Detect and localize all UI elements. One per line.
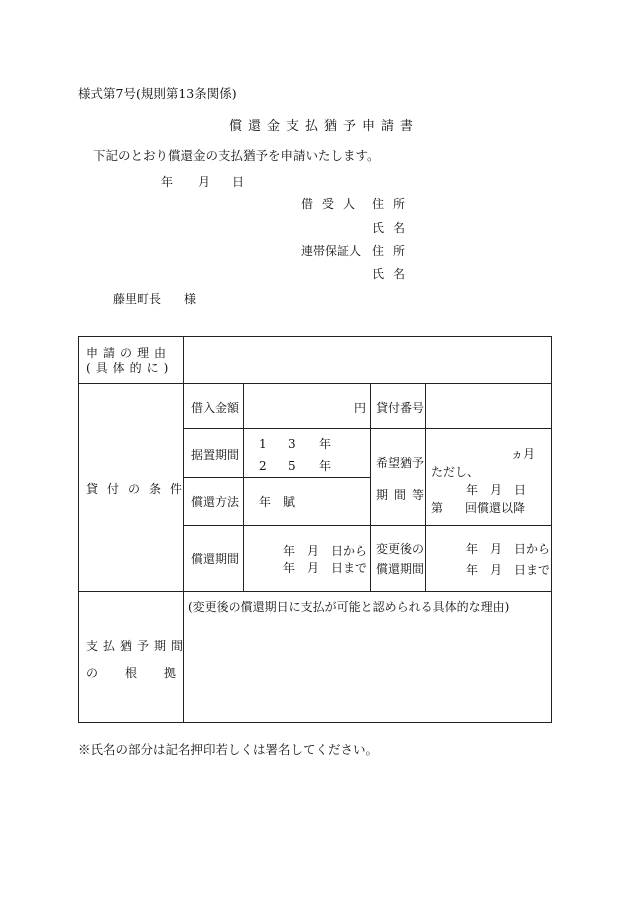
col-divider: [243, 383, 244, 591]
basis-label-sub: の根拠: [86, 666, 204, 680]
period-until: 年 月 日まで: [283, 561, 368, 575]
method-value: 年 賦: [259, 495, 296, 509]
document-title: 償還金支払猶予申請書: [229, 119, 420, 134]
period-label: 償還期間: [191, 552, 240, 566]
row-divider: [79, 383, 551, 384]
footnote: ※氏名の部分は記名押印若しくは署名してください。: [78, 742, 379, 757]
grace-option-2-num2: 5: [288, 459, 296, 473]
loan-number-label: 貸付番号: [376, 401, 425, 415]
nth-prefix: 第: [431, 501, 444, 515]
borrower-address-label: 住所: [372, 197, 415, 211]
grace-option-2-unit: 年: [319, 459, 332, 473]
reason-label-sub: (具体的に): [86, 361, 174, 375]
guarantor-label: 連帯保証人: [301, 244, 362, 258]
desired-period-label-sub: 期間等: [376, 488, 431, 502]
reason-label: 申請の理由: [86, 346, 172, 360]
col-divider: [183, 337, 184, 722]
loan-amount-label: 借入金額: [191, 401, 240, 415]
basis-label: 支払猶予期間: [86, 639, 189, 653]
basis-note: (変更後の償還期日に支払が可能と認められる具体的な理由): [188, 600, 510, 614]
date-month: 月: [198, 175, 211, 189]
grace-option-1-num1: 1: [259, 437, 267, 451]
date-year: 年: [161, 175, 174, 189]
col-divider: [370, 383, 371, 591]
desired-date: 年 月 日: [466, 483, 527, 497]
date-day: 日: [232, 175, 245, 189]
changed-period-label-sub: 償還期間: [376, 562, 425, 576]
row-divider: [79, 591, 551, 592]
grace-option-1-num2: 3: [288, 437, 296, 451]
conditions-label: 貸付の条件: [86, 482, 192, 496]
grace-option-2-num1: 2: [259, 459, 267, 473]
desired-period-label: 希望猶予: [376, 456, 425, 470]
changed-period-label: 変更後の: [376, 542, 425, 556]
yen-unit: 円: [354, 401, 367, 415]
months-unit: ヵ月: [511, 447, 536, 461]
guarantor-address-label: 住所: [372, 244, 415, 258]
nth-suffix: 回償還以降: [465, 501, 526, 515]
grace-period-label: 据置期間: [191, 448, 240, 462]
row-divider: [184, 428, 551, 429]
grace-option-1-unit: 年: [319, 437, 332, 451]
method-label: 償還方法: [191, 495, 240, 509]
col-divider: [425, 383, 426, 428]
changed-until: 年 月 日まで: [466, 563, 551, 577]
intro-text: 下記のとおり償還金の支払猶予を申請いたします。: [93, 148, 380, 163]
application-table: [78, 336, 552, 723]
however-text: ただし、: [431, 465, 480, 479]
borrower-name-label: 氏名: [372, 221, 415, 235]
row-divider: [184, 525, 551, 526]
addressee-name: 藤里町長: [113, 292, 162, 306]
period-from: 年 月 日から: [283, 544, 368, 558]
form-number: 様式第7号(規則第13条関係): [78, 86, 237, 101]
row-divider: [184, 477, 370, 478]
changed-from: 年 月 日から: [466, 542, 551, 556]
addressee-honorific: 様: [184, 292, 197, 306]
borrower-label: 借受人: [301, 197, 365, 211]
guarantor-name-label: 氏名: [372, 267, 415, 281]
col-divider: [425, 428, 426, 591]
